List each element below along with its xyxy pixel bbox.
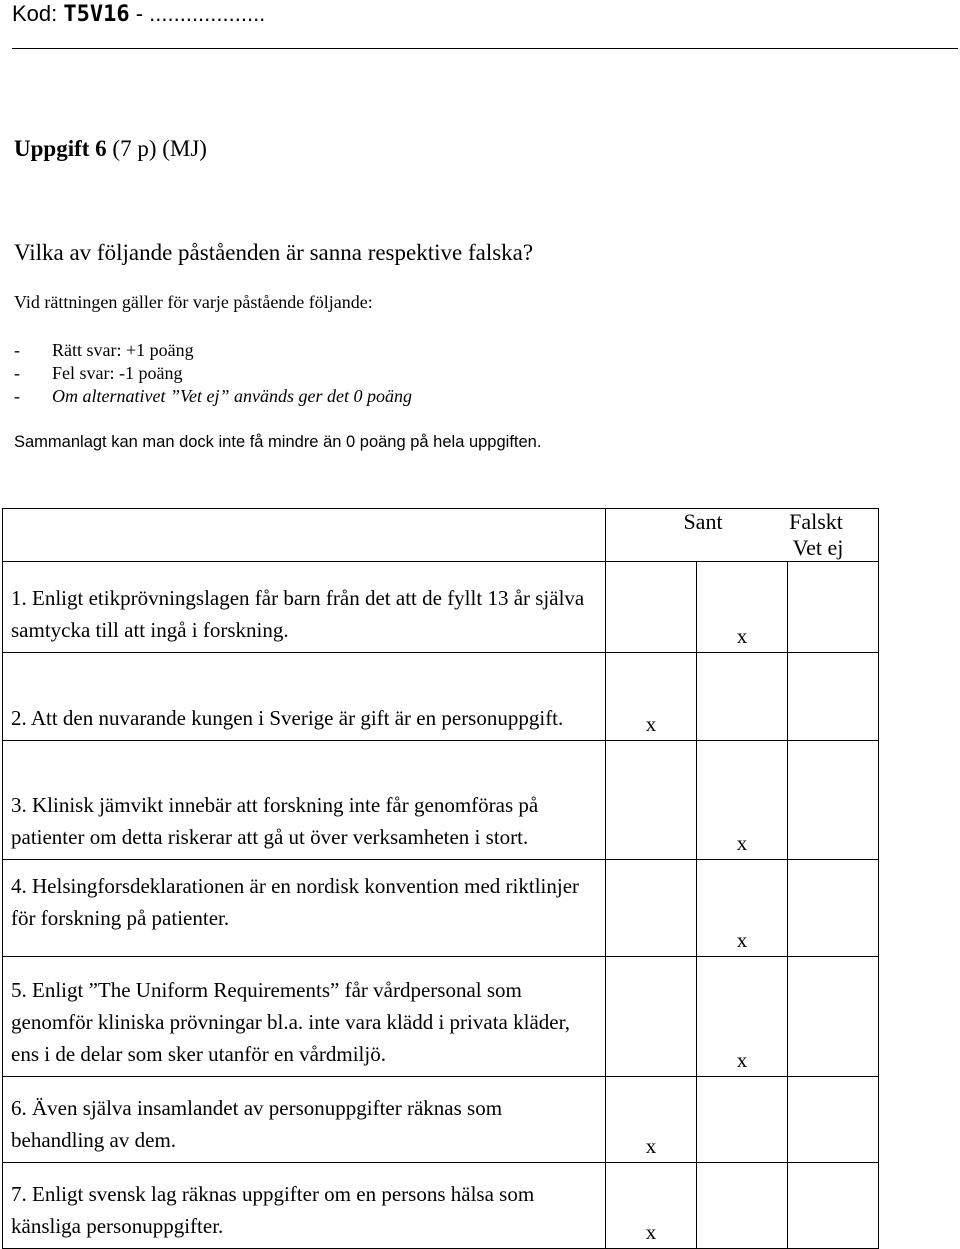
vetej-cell[interactable] — [788, 653, 879, 741]
rule-item: - Rätt svar: +1 poäng — [14, 340, 194, 360]
rule-text: Rätt svar: +1 poäng — [52, 340, 194, 360]
sant-cell[interactable] — [606, 957, 697, 1077]
column-sant: Sant — [683, 509, 723, 534]
vetej-cell[interactable] — [788, 1163, 879, 1249]
table-row — [3, 1077, 879, 1163]
falskt-cell[interactable] — [697, 1163, 788, 1249]
rule-text: Om alternativet ”Vet ej” används ger det 0 poäng — [52, 386, 412, 406]
sant-cell[interactable] — [606, 562, 697, 653]
column-vetej: Vet ej — [792, 535, 844, 560]
statement-cell — [3, 741, 606, 860]
statement-cell — [3, 860, 606, 957]
vetej-cell[interactable] — [788, 860, 879, 957]
falskt-cell[interactable] — [697, 653, 788, 741]
table-header-row — [3, 509, 879, 562]
sant-cell[interactable]: x — [606, 653, 697, 741]
sant-cell[interactable]: x — [606, 1077, 697, 1163]
scoring-summary: Sammanlagt kan man dock inte få mindre än 0 poäng på hela uppgiften. — [14, 433, 542, 451]
rule-item: - Om alternativet ”Vet ej” används ger det 0 poäng — [14, 386, 412, 406]
task-question: Vilka av följande påståenden är sanna respektive falska? — [14, 240, 534, 265]
rule-item: - Fel svar: -1 poäng — [14, 363, 183, 383]
task-title-points: (7 p) (MJ) — [106, 136, 207, 161]
table-row — [3, 957, 879, 1077]
sant-cell[interactable] — [606, 860, 697, 957]
statement-cell — [3, 957, 606, 1077]
statement-text: 5. Enligt ”The Uniform Requirements” får vårdpersonal som genomför kliniska prövningar bl.a. inte vara klädd i privata kläder, ens i de delar som sker utanför en vårdmiljö. — [11, 978, 570, 1066]
header-divider — [12, 48, 958, 49]
falskt-cell[interactable]: x — [697, 741, 788, 860]
statement-text: 6. Även själva insamlandet av personuppgifter räknas som behandling av dem. — [11, 1096, 503, 1152]
statement-cell — [3, 562, 606, 653]
code-suffix: - ................... — [129, 1, 266, 26]
rules-intro: Vid rättningen gäller för varje påstående följande: — [14, 292, 373, 312]
task-title — [14, 134, 207, 164]
table-row — [3, 1163, 879, 1249]
falskt-cell[interactable]: x — [697, 562, 788, 653]
statement-cell — [3, 1163, 606, 1249]
answer-header-cell — [606, 509, 879, 562]
rule-text: Fel svar: -1 poäng — [52, 363, 183, 383]
statement-text: 7. Enligt svensk lag räknas uppgifter om en persons hälsa som känsliga personuppgifter. — [11, 1182, 535, 1238]
vetej-cell[interactable] — [788, 957, 879, 1077]
exam-code — [12, 0, 265, 29]
true-false-table — [2, 508, 879, 1249]
code-label: Kod: — [12, 1, 64, 26]
statement-text: 2. Att den nuvarande kungen i Sverige är gift är en personuppgift. — [11, 706, 564, 730]
statement-cell — [3, 1077, 606, 1163]
vetej-cell[interactable] — [788, 562, 879, 653]
column-falskt: Falskt — [789, 509, 843, 534]
table-row — [3, 653, 879, 741]
table-row — [3, 562, 879, 653]
statement-text: 4. Helsingforsdeklarationen är en nordisk konvention med riktlinjer för forskning på patienter. — [11, 874, 580, 930]
vetej-cell[interactable] — [788, 741, 879, 860]
sant-cell[interactable] — [606, 741, 697, 860]
sant-cell[interactable]: x — [606, 1163, 697, 1249]
falskt-cell[interactable]: x — [697, 860, 788, 957]
falskt-cell[interactable]: x — [697, 957, 788, 1077]
statement-cell — [3, 653, 606, 741]
code-value: T5V16 — [63, 2, 130, 27]
table-row — [3, 741, 879, 860]
statement-text: 3. Klinisk jämvikt innebär att forskning inte får genomföras på patienter om detta riskerar att gå ut över verksamheten i stort. — [11, 793, 539, 849]
vetej-cell[interactable] — [788, 1077, 879, 1163]
falskt-cell[interactable] — [697, 1077, 788, 1163]
statement-text: 1. Enligt etikprövningslagen får barn från det att de fyllt 13 år själva samtycka till att ingå i forskning. — [11, 586, 585, 642]
table-row — [3, 860, 879, 957]
task-title-bold: Uppgift 6 — [14, 136, 107, 161]
header-empty-cell — [3, 509, 606, 562]
